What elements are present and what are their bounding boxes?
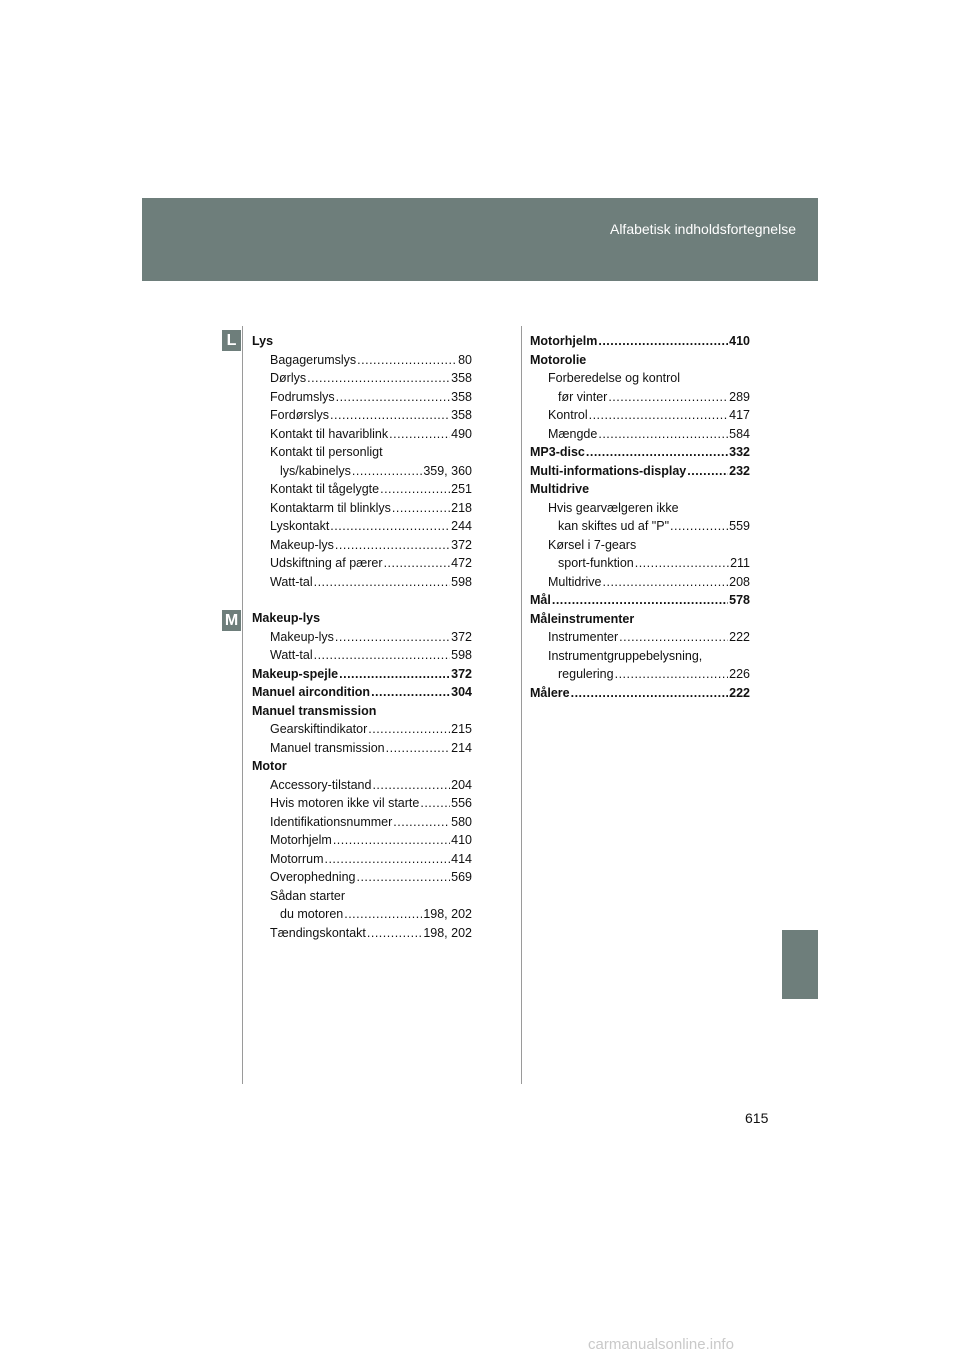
index-entry[interactable]: kan skiftes ud af "P" ..... 559 <box>530 517 750 536</box>
index-entry[interactable]: Lyskontakt ..... 244 <box>252 517 472 536</box>
index-entry[interactable]: Watt-tal ..... 598 <box>252 573 472 592</box>
index-entry[interactable]: Motorhjelm ..... 410 <box>252 831 472 850</box>
index-entry-line1: Forberedelse og kontrol <box>548 371 681 385</box>
right-column-rule <box>521 326 522 1084</box>
index-entry[interactable]: Makeup-lys ..... 372 <box>252 628 472 647</box>
index-entry-line1: Instrumentgruppebelysning, <box>548 648 703 663</box>
index-heading: Motorolie <box>530 352 587 367</box>
letter-tab-m: M <box>222 610 241 631</box>
index-entry-line1: Sådan starter <box>270 888 346 903</box>
watermark: carmanualsonline.info <box>588 1336 734 1353</box>
index-entry[interactable]: Makeup-lys ..... 372 <box>252 536 472 555</box>
index-entry-line1: Kontakt til personligt <box>270 445 383 459</box>
index-entry[interactable]: Instrumenter ..... 222 <box>530 628 750 647</box>
index-entry-line1: Hvis gearvælgeren ikke <box>548 500 679 515</box>
index-entry[interactable]: Kontaktarm til blinklys ..... 218 <box>252 499 472 518</box>
index-heading: Måleinstrumenter <box>530 611 635 626</box>
index-heading: Motor <box>252 759 287 773</box>
index-entry[interactable]: Manuel transmission ..... 214 <box>252 739 472 758</box>
index-entry[interactable]: Tændingskontakt ..... 198, 202 <box>252 924 472 943</box>
index-entry[interactable]: Målere ..... 222 <box>530 684 750 703</box>
page-number: 615 <box>745 1110 769 1126</box>
index-entry[interactable]: Fodrumslys ..... 358 <box>252 388 472 407</box>
index-entry[interactable]: MP3-disc ..... 332 <box>530 443 750 462</box>
index-entry[interactable]: før vinter ..... 289 <box>530 388 750 407</box>
index-entry[interactable]: Makeup-spejle ..... 372 <box>252 665 472 684</box>
index-entry[interactable]: Overophedning ..... 569 <box>252 868 472 887</box>
index-entry[interactable]: Mængde ..... 584 <box>530 425 750 444</box>
index-entry[interactable]: Gearskiftindikator ..... 215 <box>252 720 472 739</box>
index-entry[interactable]: Identifikationsnummer ..... 580 <box>252 813 472 832</box>
index-entry[interactable]: lys/kabinelys ..... 359, 360 <box>252 462 472 481</box>
index-entry[interactable]: regulering ..... 226 <box>530 665 750 684</box>
left-column-rule <box>242 326 243 1084</box>
index-entry[interactable]: Dørlys ..... 358 <box>252 369 472 388</box>
header-bar <box>142 198 818 281</box>
index-entry-line1: Kørsel i 7-gears <box>548 537 637 552</box>
index-entry[interactable]: Kontakt til tågelygte ..... 251 <box>252 480 472 499</box>
index-entry[interactable]: Watt-tal ..... 598 <box>252 646 472 665</box>
index-entry[interactable]: Multidrive ..... 208 <box>530 573 750 592</box>
header-title: Alfabetisk indholdsfortegnelse <box>609 221 796 237</box>
index-entry[interactable]: Mål ..... 578 <box>530 591 750 610</box>
index-entry[interactable]: Motorrum ..... 414 <box>252 850 472 869</box>
index-entry[interactable]: sport-funktion ..... 211 <box>530 554 750 573</box>
index-entry[interactable]: Multi-informations-display ..... 232 <box>530 462 750 481</box>
index-heading: Manuel transmission <box>252 703 377 718</box>
index-column-right <box>530 332 750 702</box>
index-entry[interactable]: du motoren ..... 198, 202 <box>252 905 472 924</box>
index-heading: Lys <box>252 334 274 348</box>
index-entry[interactable]: Accessory-tilstand ..... 204 <box>252 776 472 795</box>
index-entry[interactable]: Kontakt til havariblink ..... 490 <box>252 425 472 444</box>
index-entry[interactable]: Udskiftning af pærer ..... 472 <box>252 554 472 573</box>
index-entry[interactable]: Manuel aircondition ..... 304 <box>252 683 472 702</box>
index-heading: Multidrive <box>530 482 590 496</box>
chapter-side-tab <box>782 930 818 999</box>
index-entry[interactable]: Motorhjelm ..... 410 <box>530 332 750 351</box>
letter-tab-l: L <box>222 330 241 351</box>
index-entry[interactable]: Kontrol ..... 417 <box>530 406 750 425</box>
index-entry[interactable]: Hvis motoren ikke vil starte ..... 556 <box>252 794 472 813</box>
index-column-left <box>252 332 472 942</box>
index-entry[interactable]: Fordørslys ..... 358 <box>252 406 472 425</box>
index-entry[interactable]: Bagagerumslys ..... 80 <box>252 351 472 370</box>
index-heading: Makeup-lys <box>252 611 321 625</box>
